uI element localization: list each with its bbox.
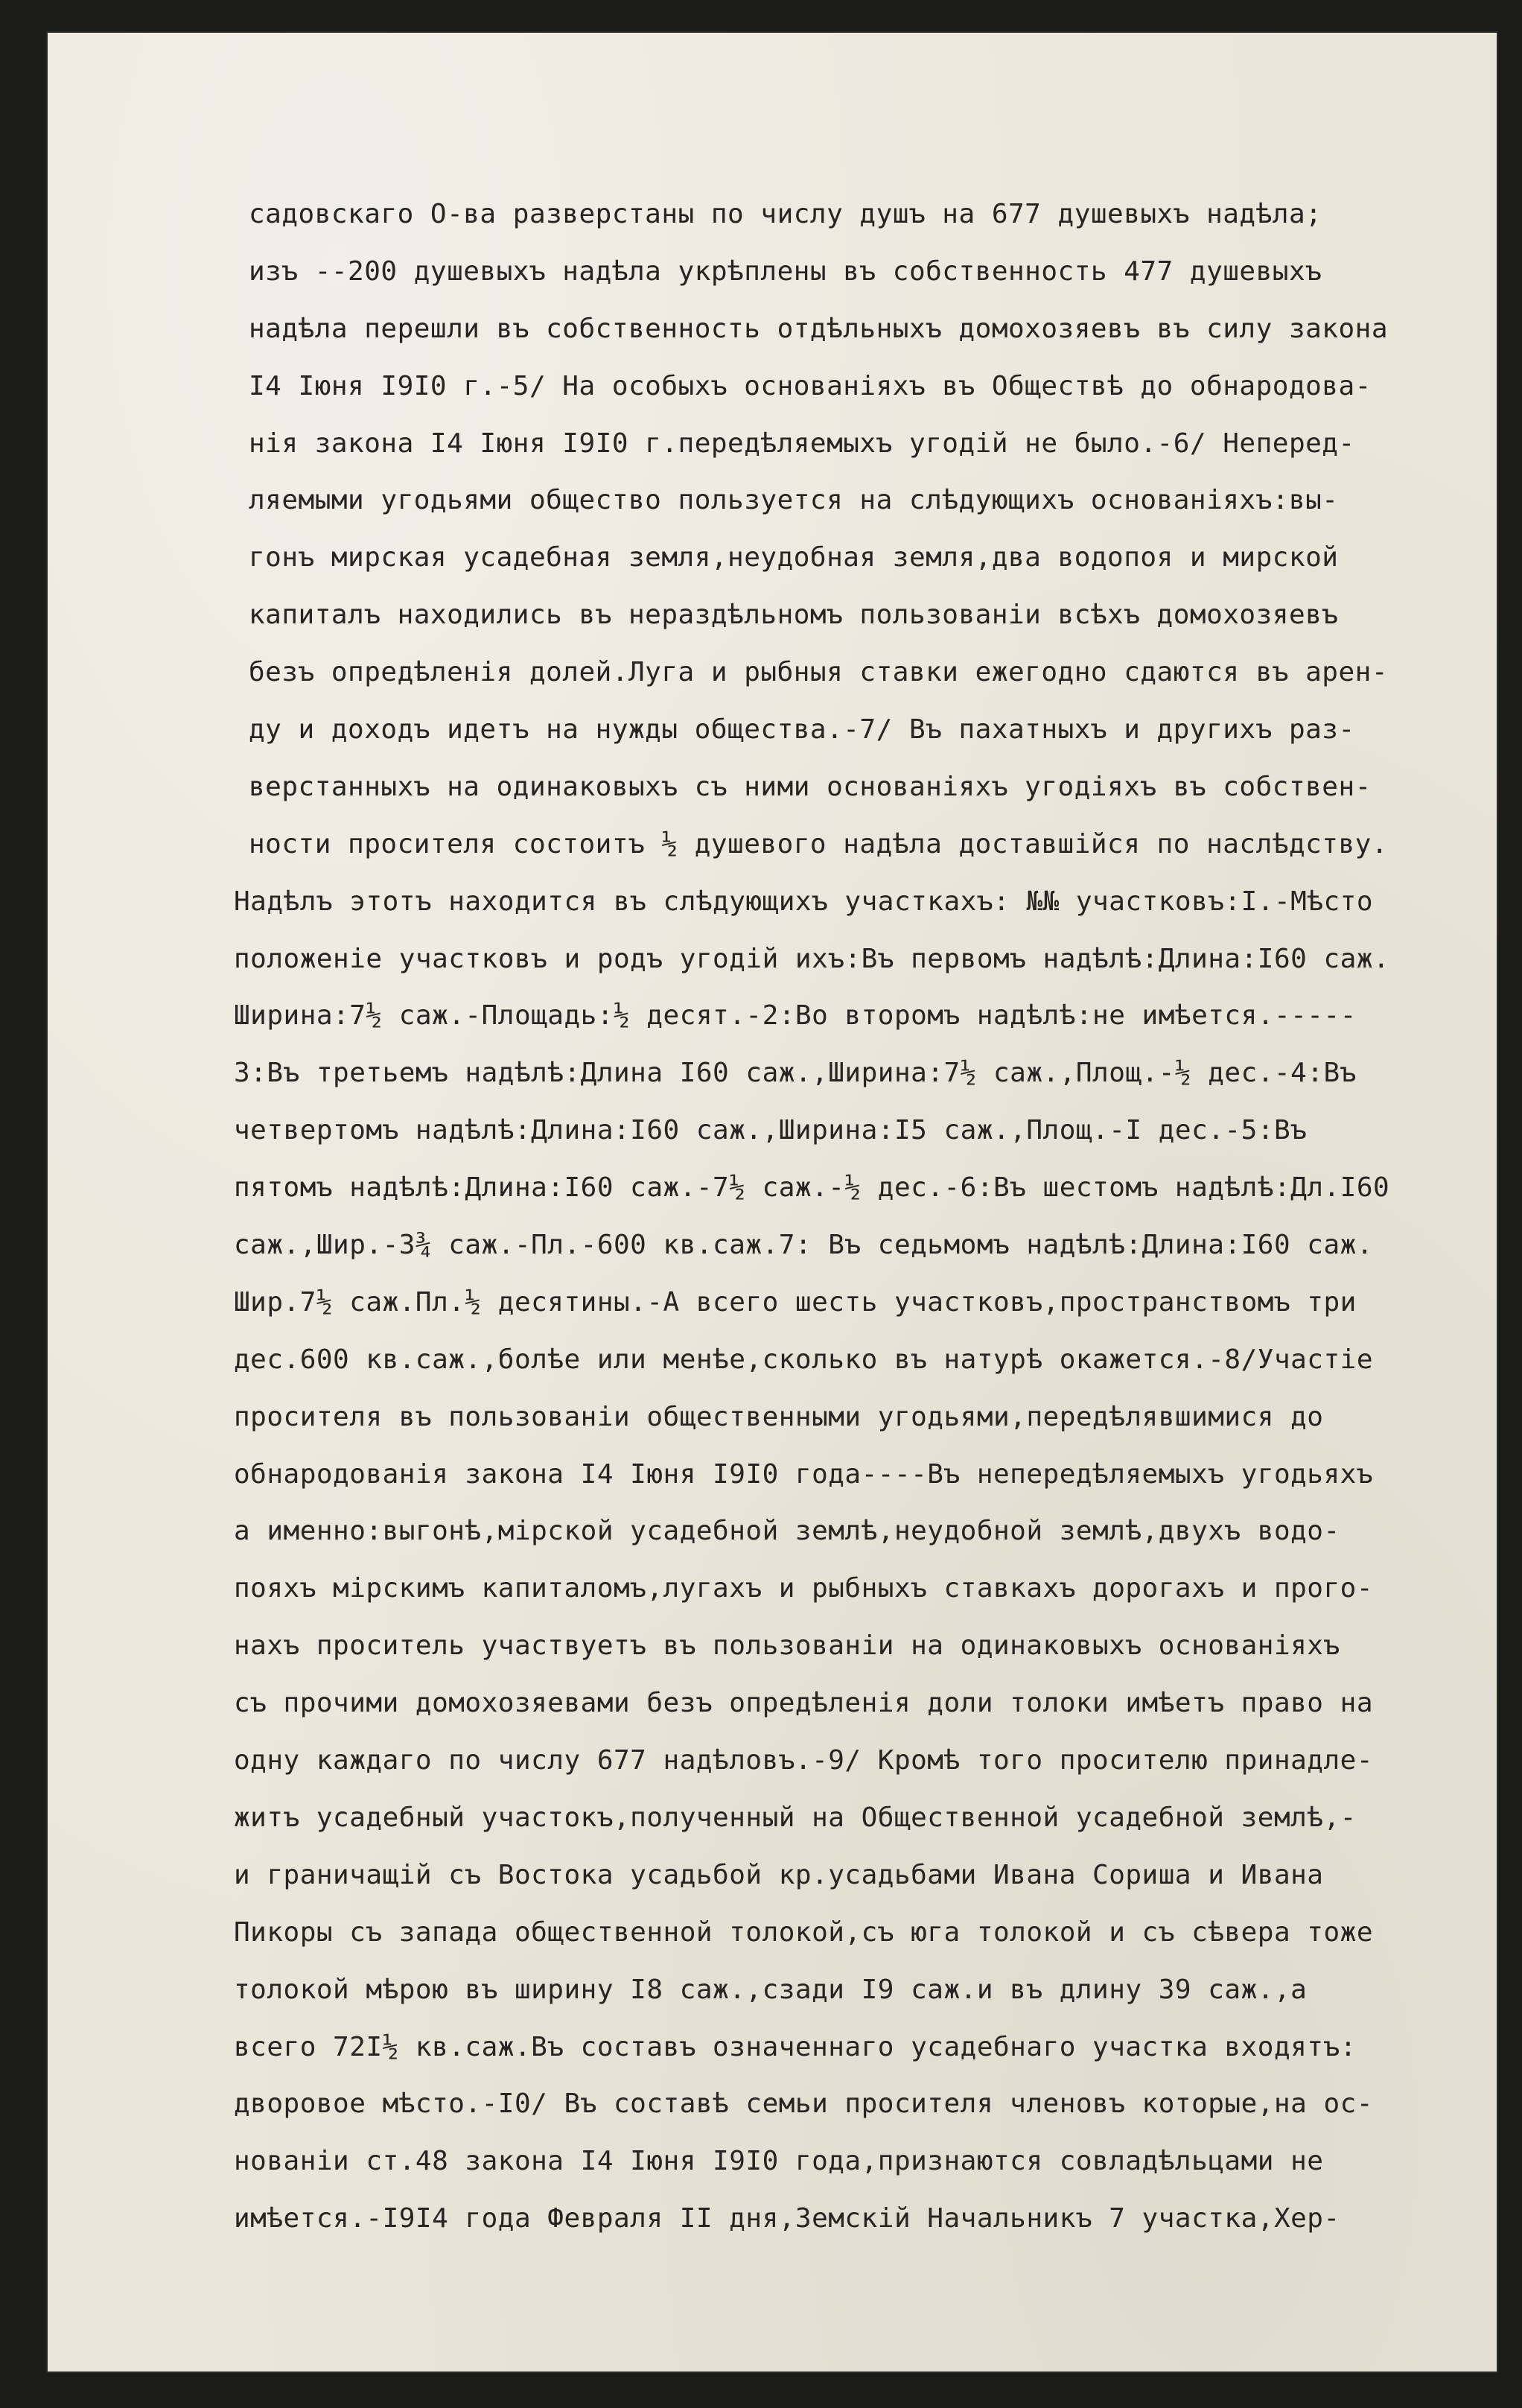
text-line: съ прочими домохозяевами безъ опредѣленiя доли толоки имѣетъ право на (234, 1688, 1373, 1719)
text-line: Шир.7½ саж.Пл.½ десятины.-А всего шесть участковъ,пространствомъ три (234, 1286, 1357, 1318)
text-line: положенiе участковъ и родъ угодiй ихъ:Въ первомъ надѣлѣ:Длина:I60 саж. (234, 943, 1390, 974)
text-line: нованiи ст.48 закона I4 Iюня I9I0 года,признаются совладѣльцами не (234, 2146, 1324, 2177)
text-line: нiя закона I4 Iюня I9I0 г.передѣляемыхъ угодiй не было.-6/ Неперед- (249, 428, 1355, 459)
text-line: саж.,Шир.-3¾ саж.-Пл.-600 кв.саж.7: Въ седьмомъ надѣлѣ:Длина:I60 саж. (234, 1230, 1373, 1261)
text-line: Надѣлъ этотъ находится въ слѣдующихъ участкахъ: №№ участковъ:I.-Мѣсто (234, 886, 1373, 917)
text-line: просителя въ пользованiи общественными угодьями,передѣлявшимися до (234, 1401, 1324, 1432)
text-line: Ширина:7½ саж.-Площадь:½ десят.-2:Во второмъ надѣлѣ:не имѣется.----- (234, 1000, 1357, 1032)
text-line: четвертомъ надѣлѣ:Длина:I60 саж.,Ширина:I5 саж.,Площ.-I дес.-5:Въ (234, 1115, 1308, 1146)
text-line: безъ опредѣленiя долей.Луга и рыбныя ставки ежегодно сдаются въ арен- (249, 657, 1388, 688)
text-line: Пикоры съ запада общественной толокой,съ юга толокой и съ сѣвера тоже (234, 1916, 1373, 1948)
text-line: дворовое мѣсто.-I0/ Въ составѣ семьи просителя членовъ которые,на ос- (234, 2088, 1373, 2120)
text-line: а именно:выгонѣ,мiрской усадебной землѣ,неудобной землѣ,двухъ водо- (234, 1516, 1340, 1547)
text-line: ду и доходъ идетъ на нужды общества.-7/ Въ пахатныхъ и другихъ раз- (249, 714, 1355, 746)
text-line: одну каждаго по числу 677 надѣловъ.-9/ Кромѣ того просителю принадле- (234, 1745, 1373, 1776)
text-line: пятомъ надѣлѣ:Длина:I60 саж.-7½ саж.-½ дес.-6:Въ шестомъ надѣлѣ:Дл.I60 (234, 1172, 1390, 1204)
text-line: пояхъ мiрскимъ капиталомъ,лугахъ и рыбныхъ ставкахъ дорогахъ и прого- (234, 1573, 1373, 1604)
text-line: садовскаго О-ва разверстаны по числу душъ на 677 душевыхъ надѣла; (249, 199, 1322, 229)
text-line: 3:Въ третьемъ надѣлѣ:Длина I60 саж.,Ширина:7½ саж.,Площ.-½ дес.-4:Въ (234, 1058, 1357, 1089)
text-line: нахъ проситель участвуетъ въ пользованiи на одинаковыхъ основанiяхъ (234, 1630, 1340, 1662)
text-line: гонъ мирская усадебная земля,неудобная земля,два водопоя и мирской (249, 542, 1339, 574)
text-line: капиталъ находились въ нераздѣльномъ пользованiи всѣхъ домохозяевъ (249, 600, 1339, 631)
text-line: и граничащiй съ Востока усадьбой кр.усадьбами Ивана Сориша и Ивана (234, 1859, 1324, 1890)
text-line: изъ --200 душевыхъ надѣла укрѣплены въ собственность 477 душевыхъ (249, 255, 1322, 287)
text-line: имѣется.-I9I4 года Февраля II дня,Земскiй Начальникъ 7 участка,Хер- (234, 2203, 1340, 2234)
text-line: толокой мѣрою въ ширину I8 саж.,сзади I9 саж.и въ длину 39 саж.,а (234, 1974, 1308, 2005)
text-line: надѣла перешли въ собственность отдѣльныхъ домохозяевъ въ силу закона (249, 313, 1388, 344)
text-line: I4 Iюня I9I0 г.-5/ На особыхъ основанiяхъ въ Обществѣ до обнародова- (249, 370, 1372, 401)
typed-text-body (234, 186, 1522, 2248)
text-line: ляемыми угодьями общество пользуется на слѣдующихъ основанiяхъ:вы- (249, 485, 1339, 516)
text-line: обнародованiя закона I4 Iюня I9I0 года----Въ непередѣляемыхъ угодьяхъ (234, 1458, 1373, 1490)
document-page (46, 31, 1498, 2373)
text-line: верстанныхъ на одинаковыхъ съ ними основанiяхъ угодiяхъ въ собствен- (249, 771, 1372, 802)
text-line: всего 72I½ кв.саж.Въ составъ означеннаго усадебнаго участка входятъ: (234, 2031, 1357, 2062)
text-line: ности просителя состоитъ ½ душевого надѣла доставшiйся по наслѣдству. (249, 828, 1388, 860)
text-line: дес.600 кв.саж.,болѣе или менѣе,сколько въ натурѣ окажется.-8/Участiе (234, 1344, 1373, 1375)
text-line: житъ усадебный участокъ,полученный на Общественной усадебной землѣ,- (234, 1802, 1357, 1833)
